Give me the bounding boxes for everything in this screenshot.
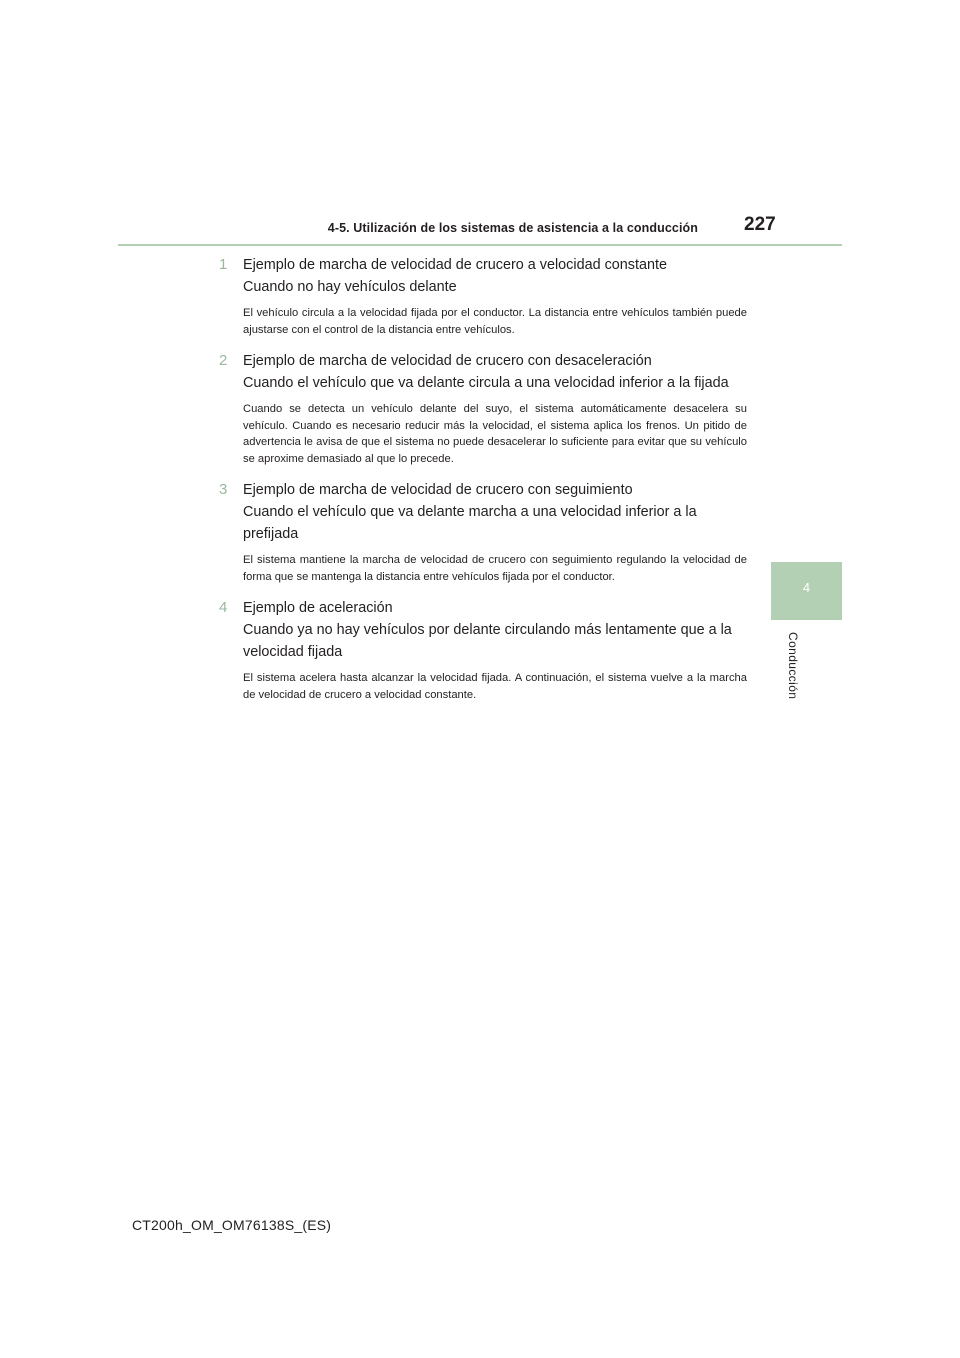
page-number: 227	[744, 214, 776, 235]
chapter-tab-number: 4	[802, 580, 811, 595]
item-body: Cuando se detecta un vehículo delante del suyo, el sistema automáticamente desacelera su vehículo. Cuando es necesario reducir más la velocidad, el sistema aplica los frenos. Un pitido de advertencia le avisa de que el sistema no puede desacelerar lo suficiente para evitar que su vehículo se aproxime demasiado al que lo precede.	[243, 403, 747, 465]
list-item	[219, 479, 747, 585]
item-heading	[243, 479, 747, 545]
list-item	[219, 254, 747, 338]
item-body: El sistema acelera hasta alcanzar la velocidad fijada. A continuación, el sistema vuelve a la marcha de velocidad de crucero a velocidad constante.	[243, 672, 747, 701]
section-title: 4-5. Utilización de los sistemas de asistencia a la conducción	[327, 221, 698, 235]
main-content	[219, 254, 747, 715]
item-body: El vehículo circula a la velocidad fijada por el conductor. La distancia entre vehículos también puede ajustarse con el control de la distancia entre vehículos.	[243, 307, 747, 336]
item-heading-line2: Cuando no hay vehículos delante	[243, 279, 457, 295]
item-heading-line2: Cuando ya no hay vehículos por delante circulando más lentamente que a la velocidad fijada	[243, 622, 732, 660]
list-item	[219, 350, 747, 467]
page-header	[0, 0, 960, 250]
item-heading-line1: Ejemplo de marcha de velocidad de crucero a velocidad constante	[243, 257, 667, 273]
item-heading-line1: Ejemplo de marcha de velocidad de crucero con seguimiento	[243, 482, 633, 498]
item-heading-line2: Cuando el vehículo que va delante marcha a una velocidad inferior a la prefijada	[243, 504, 697, 542]
item-number: 4	[219, 599, 228, 616]
item-body: El sistema mantiene la marcha de velocidad de crucero con seguimiento regulando la velocidad de forma que se mantenga la distancia entre vehículos fijada por el conductor.	[243, 554, 747, 583]
item-number: 2	[219, 352, 228, 369]
item-heading-line1: Ejemplo de marcha de velocidad de crucero con desaceleración	[243, 353, 652, 369]
chapter-name: Conducción	[786, 632, 800, 700]
list-item	[219, 597, 747, 703]
item-heading	[243, 254, 747, 298]
item-heading	[243, 350, 747, 394]
header-divider	[118, 244, 842, 246]
document-code: CT200h_OM_OM76138S_(ES)	[132, 1217, 332, 1233]
item-heading-line1: Ejemplo de aceleración	[243, 600, 393, 616]
chapter-tab	[771, 562, 842, 620]
item-heading	[243, 597, 747, 663]
item-heading-line2: Cuando el vehículo que va delante circula a una velocidad inferior a la fijada	[243, 375, 729, 391]
item-number: 1	[219, 256, 228, 273]
item-number: 3	[219, 481, 228, 498]
